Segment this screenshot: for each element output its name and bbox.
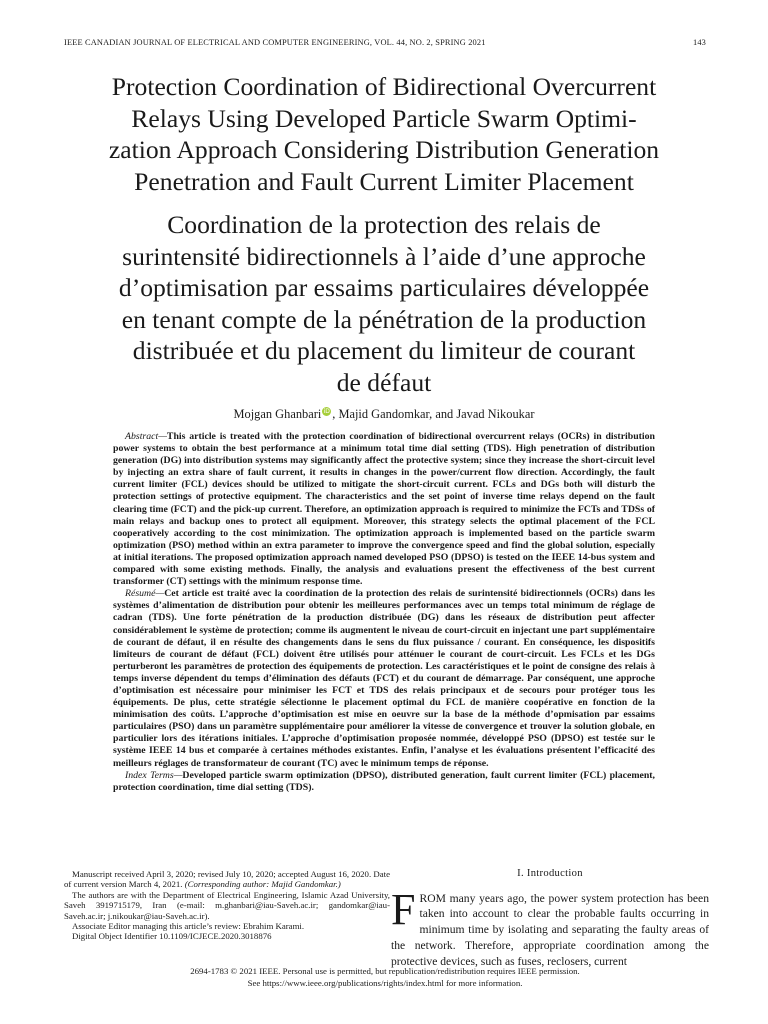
copyright-link[interactable]: See https://www.ieee.org/publications/rights/index.html for more information. [247, 977, 523, 988]
footnote-received: Manuscript received April 3, 2020; revised July 10, 2020; accepted August 16, 2020. Date of current version March 4, 2021. (Corresponding author: Majid Gandomkar.) [64, 869, 390, 890]
title-fr-line: de défaut [336, 367, 432, 397]
abstract-paragraph [113, 431, 655, 588]
title-en-line: zation Approach Considering Distribution Generation [108, 135, 660, 164]
title-french [40, 209, 728, 398]
intro-body [391, 884, 709, 970]
journal-header: IEEE CANADIAN JOURNAL OF ELECTRICAL AND COMPUTER ENGINEERING, VOL. 44, NO. 2, SPRING 2021 [64, 38, 486, 47]
author-list [40, 407, 728, 422]
title-en-line: Penetration and Fault Current Limiter Placement [134, 166, 634, 196]
copyright-footer [64, 966, 706, 989]
page-number: 143 [692, 38, 706, 47]
footnote-corresponding: (Corresponding author: Majid Gandomkar.) [184, 879, 341, 890]
index-terms-label: Index Terms— [125, 769, 183, 781]
title-en-line: Protection Coordination of Bidirectional Overcurrent [111, 72, 657, 101]
title-fr-line: surintensité bidirectionnels à l’aide d’une approche [122, 241, 646, 271]
title-fr-line: distribuée et du placement du limiteur de courant [132, 336, 636, 365]
abstract-label: Abstract— [125, 431, 167, 442]
resume-text: Cet article est traité avec la coordination de la protection des relais de surintensité bidirectionnels (OCRs) dans les systèmes d’alimentation de distribution pour obtenir les meilleures performances avec un temps total minimum de réglage de cadran (TDS). Une forte pénétration de la production distribuée (DG) dans les réseaux de distribution peut affecter considérablement le système de protection; comme ils augmentent le niveau de court-circuit en injectant une part supplémentaire de courant de défaut, il en résulte des changements dans le sens du flux puissance / courant. En conséquence, les dispositifs limiteurs de courant de défaut (FCL) doivent être utilisés pour atténuer le courant de court-circuit. Les FCLs et les DGs perturberont les paramètres de protection des équipements de protection. Les caractéristiques et le point de consigne des relais à temps inverse dépendent du temps d’élimination des défauts (FCT) et du courant de démarrage. Par conséquent, une approche d’optimisation est nécessaire pour minimiser les FCT et TDS des relais principaux et de secours pour protéger tous les équipements. De plus, cette stratégie sélectionne le placement optimal du FCL de manière coopérative en fonction de la minimisation des coûts. L’approche d’optimisation est mise en oeuvre sur la base de la méthode d’opmisation par essaims particulaires (PSO) dans un paramètre supplémentaire pour améliorer la vitesse de convergence et trouver la solution globale, en particulier lors des itérations initiales. L’approche d’optimisation proposée nommée, développé PSO (DPSO) est testée sur le système IEEE 14 bus et comparée à certaines méthodes existantes. Enfin, l’analyse et les évaluations présentent l’efficacité des meilleurs réglages de transformateur de courant (TC) avec le minimum temps de réponse. [113, 588, 655, 769]
footnote-affiliation: The authors are with the Department of Electrical Engineering, Islamic Azad University, Saveh 3919715179, Iran (e-mail: m.ghanbari@iau-Saveh.ac.ir; gandomkar@iau-Saveh.ac.ir; j.nikoukar@iau-Saveh.ac.ir). [64, 889, 390, 921]
resume-paragraph [113, 588, 655, 769]
title-fr-line: en tenant compte de la pénétration de la production [121, 304, 647, 334]
title-fr-line: Coordination de la protection des relais de [167, 210, 601, 239]
title-english [40, 71, 728, 197]
resume-label: Résumé— [125, 588, 165, 600]
footnote-editor: Associate Editor managing this article’s review: Ebrahim Karami. [72, 921, 305, 932]
introduction-section [391, 866, 709, 969]
section-heading: I. Introduction [517, 868, 583, 879]
title-en-line: Relays Using Developed Particle Swarm Optimi- [131, 103, 637, 133]
intro-text: many years ago, the power system protection has been taken into account to clear the probable faults occurring in minimum time by isolating and separating the faulty areas of the network. Therefore, appropriate coordination among the protective devices, such as fuses, reclosers, current [391, 891, 709, 968]
copyright-line: 2694-1783 © 2021 IEEE. Personal use is permitted, but republication/redistribution requires IEEE permission. [190, 966, 580, 976]
orcid-icon[interactable]: iD [323, 408, 330, 415]
title-fr-line: d’optimisation par essaims particulaires développée [118, 273, 650, 302]
footnotes [64, 869, 390, 942]
author-first: Mojgan Ghanbari [233, 407, 322, 422]
footnote-doi: Digital Object Identifier 10.1109/ICJECE.2020.3018876 [72, 931, 272, 942]
dropcap: F [391, 884, 416, 934]
index-terms-paragraph [113, 770, 655, 794]
abstract-block [113, 431, 655, 794]
index-terms-text: Developed particle swarm optimization (DPSO), distributed generation, fault current limiter (FCL) placement, protection coordination, time dial setting (TDS). [113, 769, 656, 793]
running-head [64, 38, 706, 47]
intro-lead: ROM [419, 891, 446, 905]
abstract-text: This article is treated with the protection coordination of bidirectional overcurrent relays (OCRs) in distribution power systems to obtain the best performance at a minimum total time dial setting (TDS). High penetration of distribution generation (DG) into distribution systems may significantly affect the protective system; since they increase the short-circuit level by injecting an extra share of fault current, it results in changes in the power/current flow direction. Accordingly, the fault current limiter (FCL) devices should be utilized to mitigate the short-circuit current. FCLs and DGs both will disturb the protection settings of protective equipment. The characteristics and the set point of inverse time relays depend on the fault clearing time (FCT) and the pick-up current. Therefore, an optimization approach is required to minimize the FCTs and TDSs of main relays and backup ones to protect all equipment. Moreover, this strategy selects the optimal placement of the FCL cooperatively according to the cost minimization. The optimization approach is implemented based on the particle swarm optimization (PSO) method within an extra parameter to improve the convergence speed and find the global solution, especially at initial iterations. The proposed optimization approach named developed PSO (DPSO) is tested on the IEEE 14-bus system and compared with some existing methods. Finally, the analysis and evaluations present the effectiveness of the best current transformer (CT) settings with the minimum response time. [113, 431, 655, 588]
author-rest: , Majid Gandomkar, and Javad Nikoukar [332, 407, 535, 422]
